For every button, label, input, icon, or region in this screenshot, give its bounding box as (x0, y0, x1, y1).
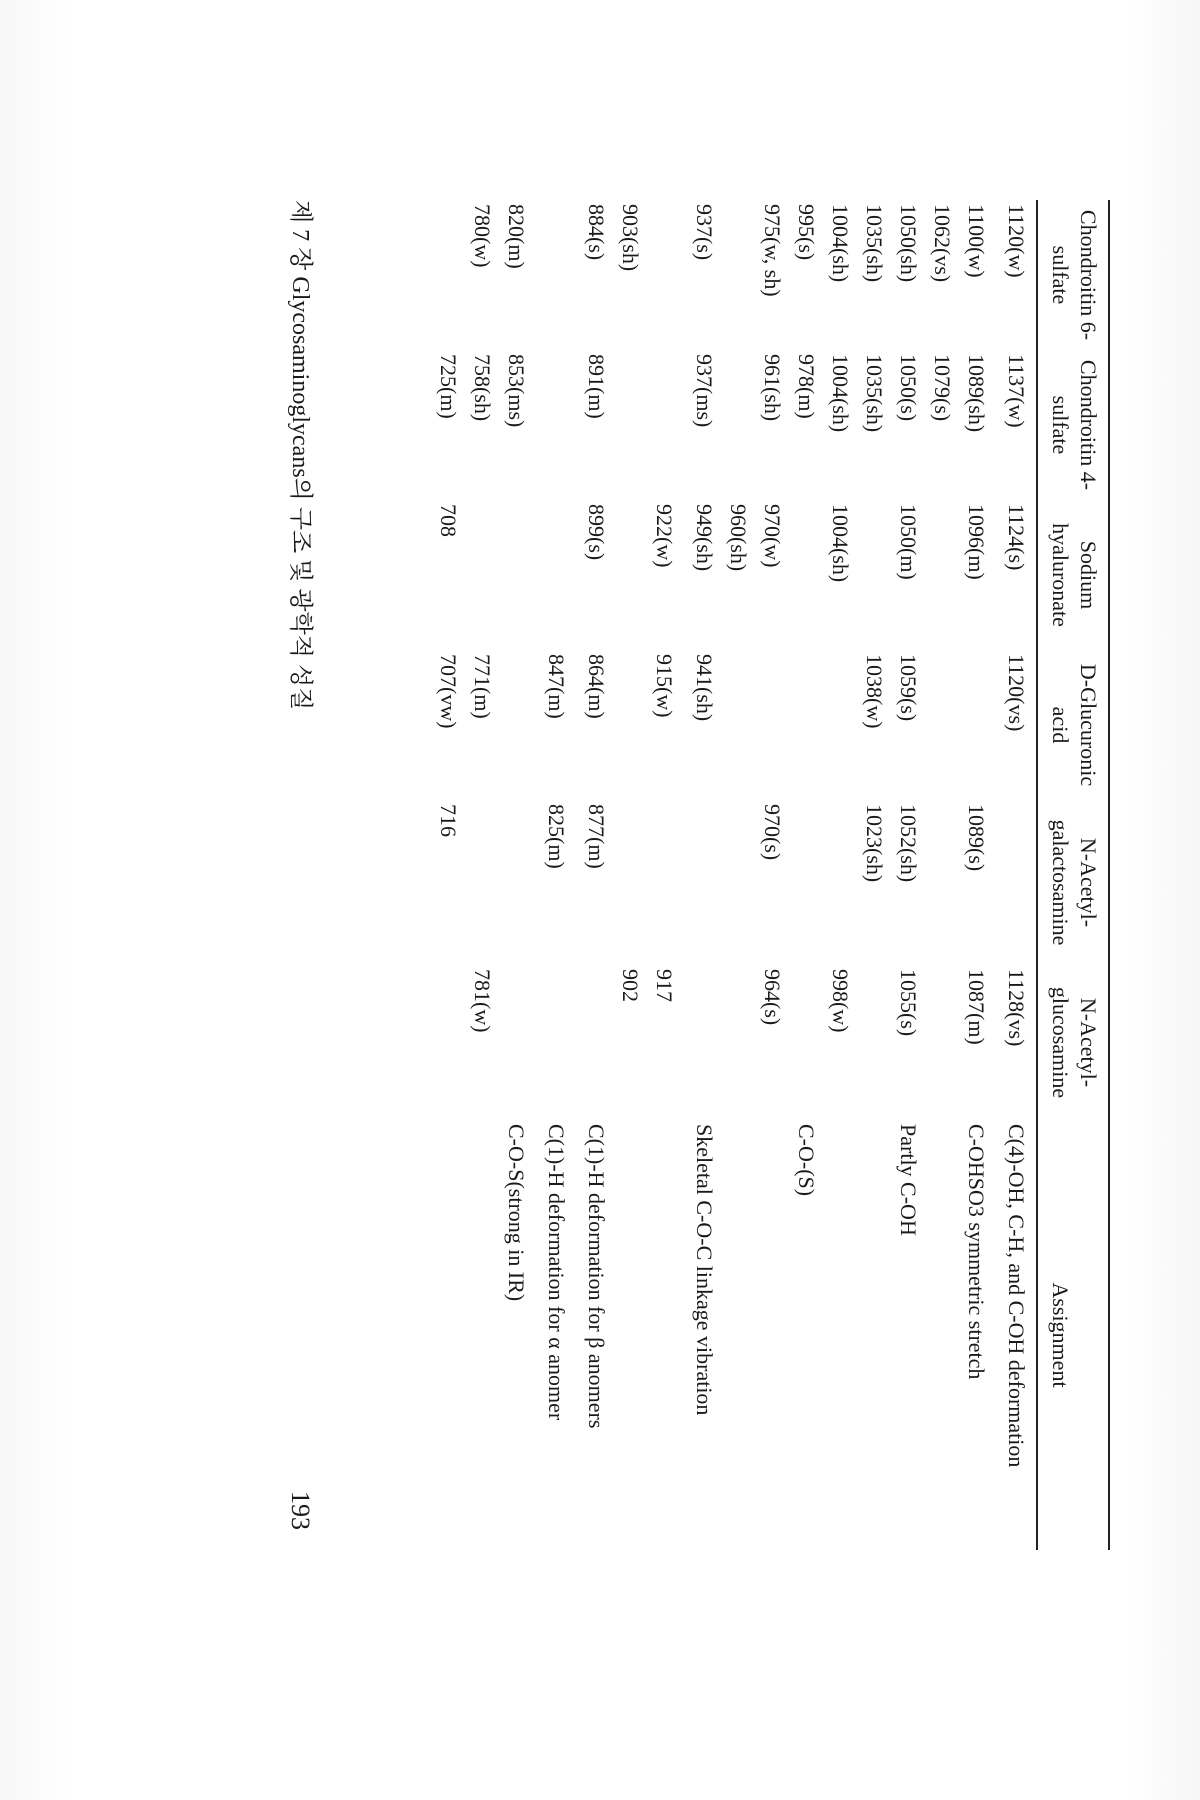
wavenumber-cell (928, 650, 962, 800)
wavenumber-cell: 780(w) (470, 204, 495, 268)
wavenumber-cell (542, 500, 576, 650)
table-row (650, 200, 684, 1550)
assignment-cell: Skeletal C-O-C linkage vibration (692, 1124, 717, 1416)
wavenumber-cell: 899(s) (584, 504, 609, 561)
wavenumber-cell: 1052(sh) (896, 804, 921, 883)
page-number: 193 (286, 1491, 315, 1530)
wavenumber-cell: 1035(sh) (862, 204, 887, 283)
wavenumber-cell (962, 650, 996, 800)
table-row (758, 200, 792, 1550)
assignment-cell: C(1)-H deformation for α anomer (544, 1124, 569, 1421)
wavenumber-cell (792, 965, 826, 1120)
table-row (962, 200, 996, 1550)
wavenumber-cell: 1004(sh) (828, 204, 853, 283)
wavenumber-cell: 847(m) (544, 654, 569, 719)
wavenumber-cell (468, 800, 502, 965)
assignment-cell (928, 1120, 962, 1550)
wavenumber-cell (650, 350, 684, 500)
wavenumber-cell: 725(m) (436, 354, 461, 419)
wavenumber-cell (690, 800, 724, 965)
chapter-running-title: 제 7 장 Glycosaminoglycans의 구조 및 광학적 성질 (287, 200, 313, 711)
wavenumber-cell: 1096(m) (964, 504, 989, 580)
wavenumber-cell: 758(sh) (470, 354, 495, 422)
table-row (1002, 200, 1037, 1550)
header-assignment: Assignment (1037, 1120, 1109, 1550)
wavenumber-cell (536, 500, 542, 650)
wavenumber-cell (860, 965, 894, 1120)
wavenumber-cell: 937(ms) (692, 354, 717, 428)
wavenumber-cell: 949(sh) (692, 504, 717, 572)
table-row (434, 200, 468, 1550)
wavenumber-cell: 1035(sh) (862, 354, 887, 433)
header-chondroitin-6-sulfate: Chondroitin 6-sulfate (1037, 200, 1109, 350)
wavenumber-cell: 1050(m) (896, 504, 921, 580)
wavenumber-cell (616, 650, 650, 800)
wavenumber-cell: 995(s) (794, 204, 819, 261)
header-chondroitin-4-sulfate: Chondroitin 4-sulfate (1037, 350, 1109, 500)
wavenumber-cell: 1087(m) (964, 969, 989, 1045)
wavenumber-cell: 960(sh) (726, 504, 751, 572)
wavenumber-cell (542, 965, 576, 1120)
assignment-cell: C-O-S(strong in IR) (504, 1124, 529, 1302)
wavenumber-cell (792, 800, 826, 965)
assignment-cell: C-OHSO3 symmetric stretch (964, 1124, 989, 1380)
wavenumber-cell: 820(m) (504, 204, 529, 269)
wavenumber-cell (684, 965, 690, 1120)
ir-assignment-table (434, 200, 1110, 1550)
wavenumber-cell (434, 200, 468, 350)
assignment-cell: C(1)-H deformation for β anomers (584, 1124, 609, 1429)
wavenumber-cell: 961(sh) (760, 354, 785, 422)
wavenumber-cell (928, 965, 962, 1120)
table-row (582, 200, 616, 1550)
wavenumber-cell: 853(ms) (504, 354, 529, 428)
wavenumber-cell: 902 (618, 969, 643, 1002)
wavenumber-cell: 1120(vs) (1004, 654, 1029, 732)
wavenumber-cell (542, 200, 576, 350)
header-d-glucuronic-acid: D-Glucuronic acid (1037, 650, 1109, 800)
wavenumber-cell (724, 800, 758, 965)
table-row (928, 200, 962, 1550)
assignment-cell (860, 1120, 894, 1550)
wavenumber-cell: 1055(s) (896, 969, 921, 1037)
header-sodium-hyaluronate: Sodium hyaluronate (1037, 500, 1109, 650)
wavenumber-cell (996, 800, 1002, 965)
header-n-acetyl-galactosamine: N-Acetyl-galactosamine (1037, 800, 1109, 965)
wavenumber-cell (502, 650, 536, 800)
wavenumber-cell: 781(w) (470, 969, 495, 1033)
wavenumber-cell (1002, 800, 1037, 965)
wavenumber-cell (536, 200, 542, 350)
wavenumber-cell: 917 (652, 969, 677, 1002)
wavenumber-cell: 716 (436, 804, 461, 837)
table-row (542, 200, 576, 1550)
table-row (616, 200, 650, 1550)
wavenumber-cell: 1023(sh) (862, 804, 887, 883)
table-row (468, 200, 502, 1550)
wavenumber-cell: 1089(s) (964, 804, 989, 872)
ir-assignment-table-container (410, 200, 1110, 1550)
wavenumber-cell: 864(m) (584, 654, 609, 719)
wavenumber-cell: 937(s) (692, 204, 717, 261)
wavenumber-cell: 998(w) (828, 969, 853, 1033)
wavenumber-cell: 825(m) (544, 804, 569, 869)
wavenumber-cell (650, 200, 684, 350)
wavenumber-cell: 1050(s) (896, 354, 921, 422)
wavenumber-cell (826, 650, 860, 800)
table-row (860, 200, 894, 1550)
wavenumber-cell: 1079(s) (930, 354, 955, 422)
wavenumber-cell (576, 965, 582, 1120)
wavenumber-cell (724, 965, 758, 1120)
assignment-cell (468, 1120, 502, 1550)
wavenumber-cell (536, 965, 542, 1120)
wavenumber-cell (650, 800, 684, 965)
table-row (894, 200, 928, 1550)
wavenumber-cell (536, 350, 542, 500)
wavenumber-cell: 1100(w) (964, 204, 989, 278)
wavenumber-cell (468, 500, 502, 650)
wavenumber-cell (616, 800, 650, 965)
assignment-cell (616, 1120, 650, 1550)
wavenumber-cell (928, 500, 962, 650)
wavenumber-cell (502, 800, 536, 965)
header-n-acetyl-glucosamine: N-Acetyl-glucosamine (1037, 965, 1109, 1120)
wavenumber-cell (792, 650, 826, 800)
wavenumber-cell (616, 350, 650, 500)
wavenumber-cell: 1120(w) (1004, 204, 1029, 278)
assignment-cell (434, 1120, 468, 1550)
table-row (826, 200, 860, 1550)
assignment-cell (650, 1120, 684, 1550)
wavenumber-cell: 1004(sh) (828, 504, 853, 583)
table-header-row (1037, 200, 1109, 1550)
table-body (434, 200, 1037, 1550)
wavenumber-cell: 1038(w) (862, 654, 887, 729)
assignment-cell: Partly C-OH (896, 1124, 921, 1236)
wavenumber-cell: 1089(sh) (964, 354, 989, 433)
wavenumber-cell (434, 965, 468, 1120)
wavenumber-cell: 1050(sh) (896, 204, 921, 283)
wavenumber-cell: 1059(s) (896, 654, 921, 722)
wavenumber-cell: 1004(sh) (828, 354, 853, 433)
wavenumber-cell: 964(s) (760, 969, 785, 1026)
rotated-page (230, 200, 1110, 1550)
wavenumber-cell (792, 500, 826, 650)
wavenumber-cell: 975(w, sh) (760, 204, 785, 297)
wavenumber-cell: 903(sh) (618, 204, 643, 272)
wavenumber-cell: 1062(vs) (930, 204, 955, 283)
table-row (792, 200, 826, 1550)
wavenumber-cell: 877(m) (584, 804, 609, 869)
wavenumber-cell (724, 350, 758, 500)
wavenumber-cell: 915(w) (652, 654, 677, 718)
wavenumber-cell: 1128(vs) (1004, 969, 1029, 1047)
assignment-cell: C-O-(S) (794, 1124, 819, 1197)
wavenumber-cell: 941(sh) (692, 654, 717, 722)
wavenumber-cell: 884(s) (584, 204, 609, 261)
assignment-cell (724, 1120, 758, 1550)
page-footer (280, 200, 320, 1550)
wavenumber-cell: 978(m) (794, 354, 819, 419)
wavenumber-cell (582, 965, 616, 1120)
wavenumber-cell (616, 500, 650, 650)
wavenumber-cell: 708 (436, 504, 461, 537)
wavenumber-cell (758, 650, 792, 800)
wavenumber-cell (684, 800, 690, 965)
assignment-cell (758, 1120, 792, 1550)
table-row (724, 200, 758, 1550)
wavenumber-cell: 707(vw) (436, 654, 461, 729)
assignment-cell (826, 1120, 860, 1550)
wavenumber-cell: 970(w) (760, 504, 785, 568)
wavenumber-cell: 771(m) (470, 654, 495, 719)
wavenumber-cell: 1124(s) (1004, 504, 1029, 571)
wavenumber-cell (542, 350, 576, 500)
wavenumber-cell (928, 800, 962, 965)
wavenumber-cell (724, 650, 758, 800)
wavenumber-cell (826, 800, 860, 965)
wavenumber-cell: 922(w) (652, 504, 677, 568)
wavenumber-cell: 891(m) (584, 354, 609, 419)
wavenumber-cell (502, 500, 536, 650)
wavenumber-cell: 1137(w) (1004, 354, 1029, 428)
table-row (690, 200, 724, 1550)
wavenumber-cell (690, 965, 724, 1120)
assignment-cell: C(4)-OH, C-H, and C-OH deformation (1004, 1124, 1029, 1468)
wavenumber-cell: 970(s) (760, 804, 785, 861)
wavenumber-cell (502, 965, 536, 1120)
wavenumber-cell (860, 500, 894, 650)
wavenumber-cell (724, 200, 758, 350)
table-row (502, 200, 536, 1550)
